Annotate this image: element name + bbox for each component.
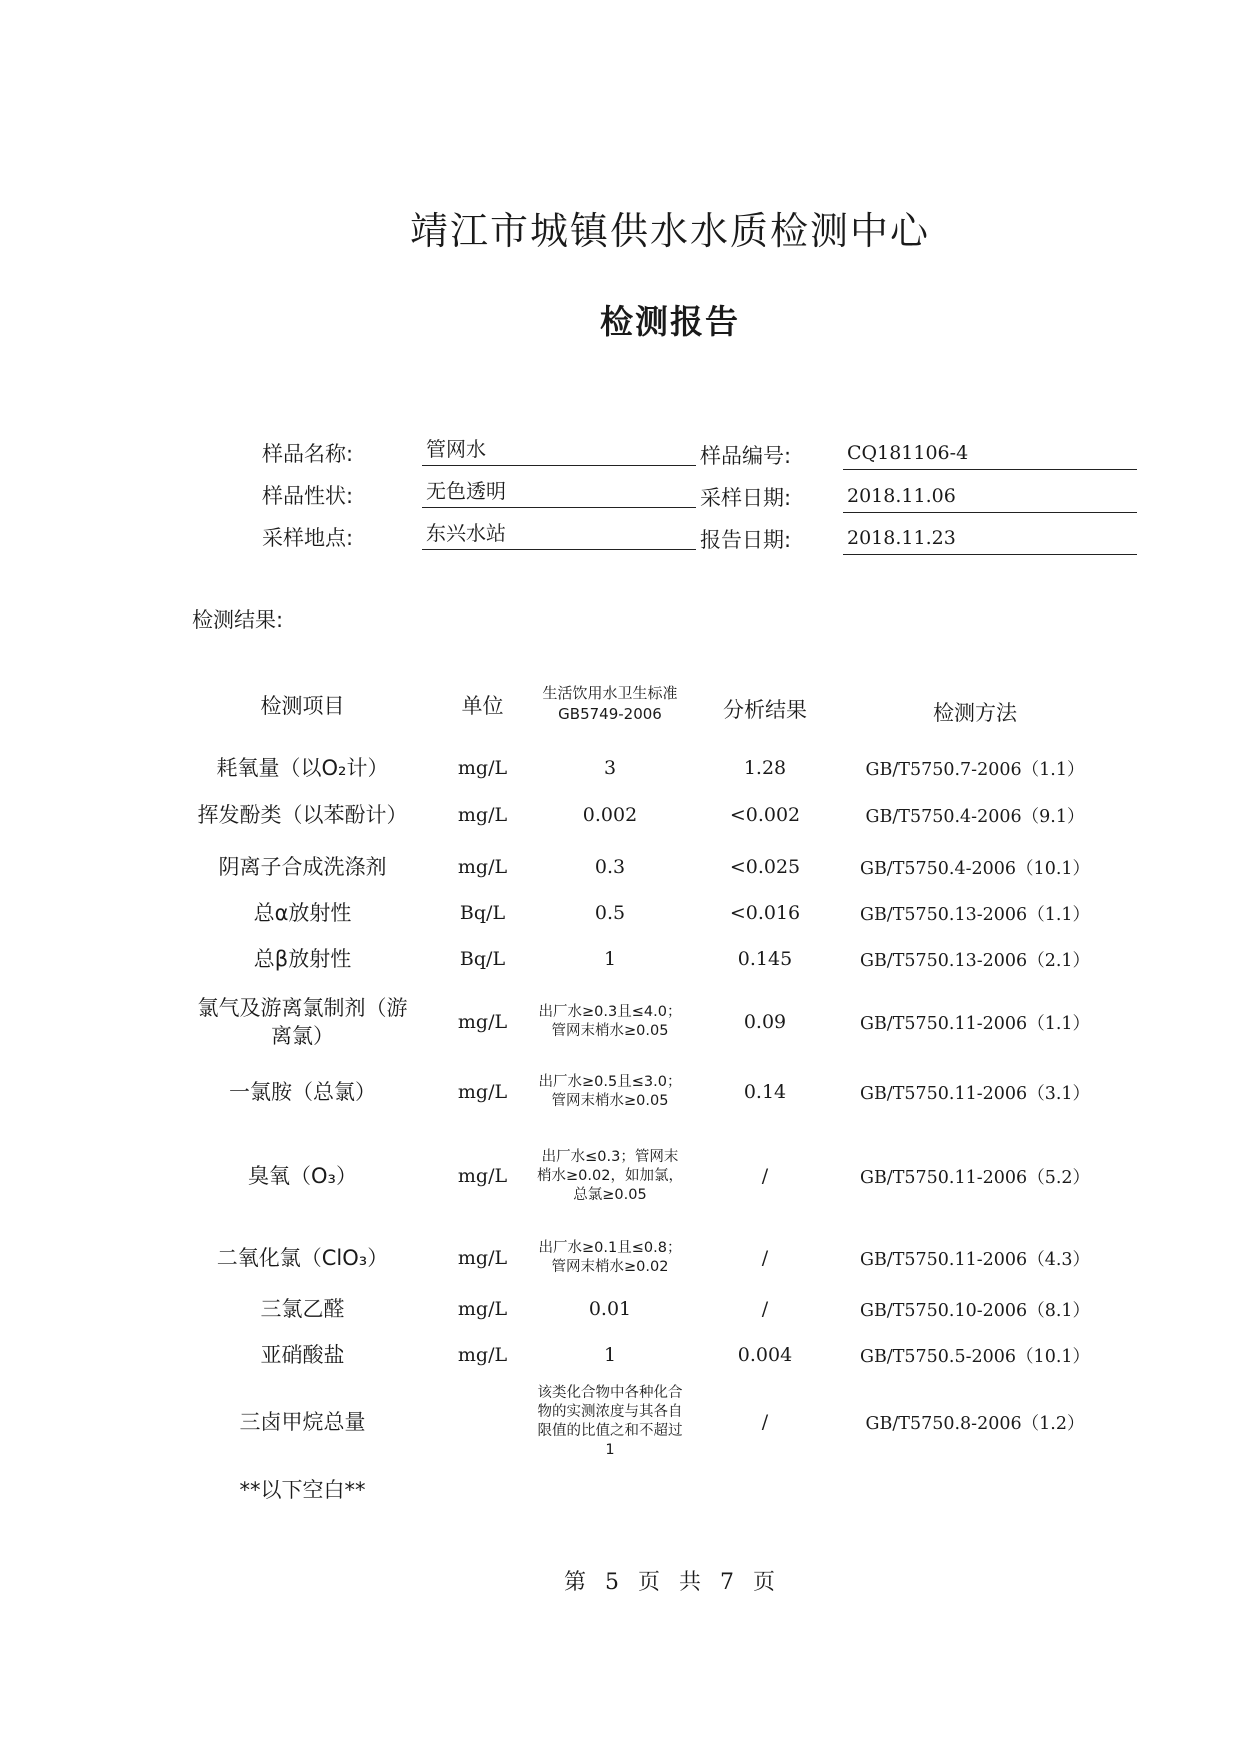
sample-name-value: 管网水 bbox=[422, 436, 696, 466]
table-row bbox=[0, 1380, 1240, 1464]
cell-standard: 出厂水≤0.3；管网末梢水≥0.02，如加氯，总氯≥0.05 bbox=[537, 1148, 683, 1203]
table-row bbox=[0, 1286, 1240, 1332]
header-standard: 生活饮用水卫生标准GB5749-2006 bbox=[542, 684, 678, 723]
organization-title: 靖江市城镇供水水质检测中心 bbox=[409, 209, 930, 253]
cell-unit: Bq/L bbox=[459, 902, 506, 924]
cell-result: <0.002 bbox=[729, 804, 801, 826]
cell-standard: 1 bbox=[603, 1344, 617, 1366]
cell-unit: mg/L bbox=[457, 856, 508, 878]
cell-unit: mg/L bbox=[457, 1344, 508, 1366]
cell-method: GB/T5750.4-2006（10.1） bbox=[859, 858, 1091, 879]
sample-no-label: 样品编号: bbox=[700, 444, 792, 468]
cell-method: GB/T5750.10-2006（8.1） bbox=[859, 1300, 1091, 1321]
cell-result: 0.14 bbox=[743, 1081, 787, 1103]
cell-unit: Bq/L bbox=[459, 948, 506, 970]
cell-standard: 出厂水≥0.5且≤3.0；管网末梢水≥0.05 bbox=[538, 1074, 682, 1109]
cell-unit: mg/L bbox=[457, 804, 508, 826]
page-number: 第 5 页 共 7 页 bbox=[564, 1570, 776, 1595]
cell-item: 总β放射性 bbox=[253, 947, 352, 971]
cell-result: / bbox=[761, 1165, 769, 1187]
cell-item: 总α放射性 bbox=[253, 901, 352, 925]
sampling-site-value: 东兴水站 bbox=[422, 520, 696, 550]
cell-result: 0.09 bbox=[743, 1011, 787, 1033]
cell-result: / bbox=[761, 1411, 769, 1433]
cell-unit: mg/L bbox=[457, 1081, 508, 1103]
cell-standard: 3 bbox=[603, 757, 617, 779]
sample-no-value: CQ181106-4 bbox=[843, 440, 1137, 470]
header-result: 分析结果 bbox=[723, 698, 807, 722]
table-row bbox=[0, 982, 1240, 1062]
blank-note: **以下空白** bbox=[239, 1478, 366, 1502]
cell-standard: 出厂水≥0.3且≤4.0；管网末梢水≥0.05 bbox=[538, 1004, 682, 1039]
cell-unit: mg/L bbox=[457, 1165, 508, 1187]
cell-standard: 1 bbox=[603, 948, 617, 970]
cell-unit bbox=[440, 1380, 525, 1464]
sampling-date-value: 2018.11.06 bbox=[843, 483, 1137, 513]
report-date-label: 报告日期: bbox=[700, 528, 792, 552]
cell-method: GB/T5750.11-2006（1.1） bbox=[859, 1013, 1091, 1034]
cell-item: 三氯乙醛 bbox=[260, 1297, 345, 1321]
cell-unit: mg/L bbox=[457, 757, 508, 779]
cell-method: GB/T5750.11-2006（4.3） bbox=[859, 1249, 1091, 1270]
cell-standard: 出厂水≥0.1且≤0.8；管网末梢水≥0.02 bbox=[538, 1240, 682, 1275]
sample-name-label: 样品名称: bbox=[262, 442, 354, 466]
cell-method: GB/T5750.11-2006（3.1） bbox=[859, 1083, 1091, 1104]
table-row bbox=[0, 890, 1240, 936]
cell-item: 氯气及游离氯制剂（游离氯） bbox=[197, 996, 408, 1048]
cell-method: GB/T5750.7-2006（1.1） bbox=[865, 759, 1085, 780]
cell-method: GB/T5750.13-2006（2.1） bbox=[859, 950, 1091, 971]
cell-result: <0.016 bbox=[729, 902, 801, 924]
cell-item: 一氯胺（总氯） bbox=[229, 1080, 376, 1104]
cell-item: 三卤甲烷总量 bbox=[239, 1410, 366, 1434]
table-row bbox=[0, 936, 1240, 982]
header-method: 检测方法 bbox=[933, 701, 1017, 725]
cell-standard: 0.01 bbox=[588, 1298, 632, 1320]
results-label: 检测结果: bbox=[192, 608, 284, 632]
sampling-site-label: 采样地点: bbox=[262, 526, 354, 550]
cell-standard: 该类化合物中各种化合物的实测浓度与其各自限值的比值之和不超过1 bbox=[537, 1385, 683, 1458]
table-row bbox=[0, 1332, 1240, 1378]
cell-method: GB/T5750.13-2006（1.1） bbox=[859, 904, 1091, 925]
table-row bbox=[0, 782, 1240, 848]
cell-result: 0.004 bbox=[737, 1344, 793, 1366]
report-date-value: 2018.11.23 bbox=[843, 525, 1137, 555]
cell-item: 臭氧（O₃） bbox=[248, 1164, 357, 1188]
cell-item: 挥发酚类（以苯酚计） bbox=[197, 803, 408, 827]
cell-method: GB/T5750.5-2006（10.1） bbox=[859, 1346, 1091, 1367]
table-row bbox=[0, 844, 1240, 890]
cell-standard: 0.3 bbox=[594, 856, 626, 878]
cell-method: GB/T5750.4-2006（9.1） bbox=[865, 806, 1085, 827]
cell-item: 二氧化氯（ClO₃） bbox=[216, 1246, 389, 1270]
cell-method: GB/T5750.8-2006（1.2） bbox=[865, 1413, 1085, 1434]
header-unit: 单位 bbox=[461, 694, 504, 718]
cell-result: / bbox=[761, 1298, 769, 1320]
cell-standard: 0.002 bbox=[582, 804, 638, 826]
sample-nature-label: 样品性状: bbox=[262, 484, 354, 508]
table-row bbox=[0, 1052, 1240, 1132]
cell-result: 1.28 bbox=[743, 757, 787, 779]
cell-unit: mg/L bbox=[457, 1011, 508, 1033]
cell-standard: 0.5 bbox=[594, 902, 626, 924]
table-row bbox=[0, 1126, 1240, 1226]
cell-item: 亚硝酸盐 bbox=[260, 1343, 345, 1367]
cell-result: / bbox=[761, 1247, 769, 1269]
cell-item: 阴离子合成洗涤剂 bbox=[218, 855, 387, 879]
header-item: 检测项目 bbox=[260, 694, 345, 718]
sample-nature-value: 无色透明 bbox=[422, 478, 696, 508]
cell-result: <0.025 bbox=[729, 856, 801, 878]
cell-item: 耗氧量（以O₂计） bbox=[216, 756, 389, 780]
report-title: 检测报告 bbox=[600, 302, 740, 341]
cell-unit: mg/L bbox=[457, 1247, 508, 1269]
cell-unit: mg/L bbox=[457, 1298, 508, 1320]
cell-method: GB/T5750.11-2006（5.2） bbox=[859, 1167, 1091, 1188]
cell-result: 0.145 bbox=[737, 948, 793, 970]
sampling-date-label: 采样日期: bbox=[700, 486, 792, 510]
